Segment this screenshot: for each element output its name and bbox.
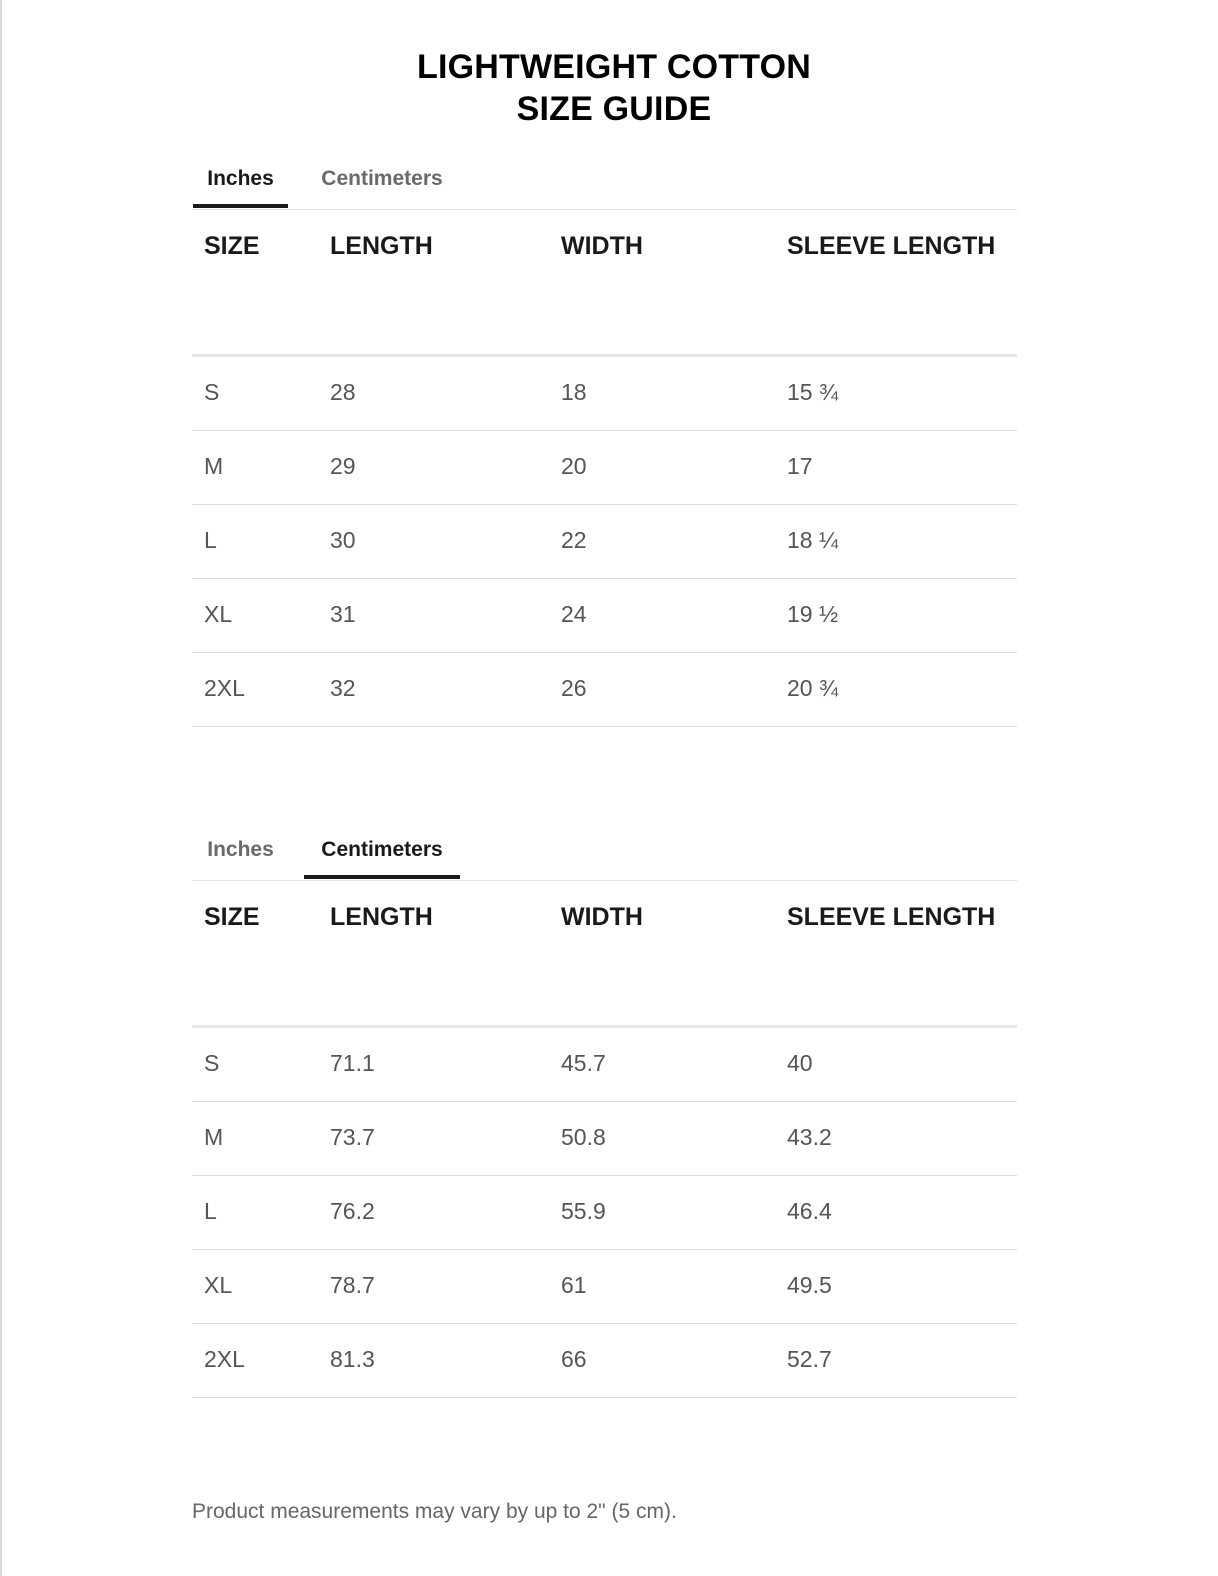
cell-length: 28 <box>330 379 356 405</box>
cell-sleeve-length: 46.4 <box>787 1198 832 1224</box>
table-row <box>192 1176 1017 1250</box>
cell-size: L <box>204 1198 217 1224</box>
cell-length: 81.3 <box>330 1346 375 1372</box>
table-row <box>192 579 1017 653</box>
cell-size: XL <box>204 601 233 627</box>
cell-width: 61 <box>561 1272 587 1298</box>
cell-length: 32 <box>330 675 356 701</box>
table-row <box>192 1324 1017 1398</box>
cell-size: S <box>204 1050 220 1076</box>
cell-size: L <box>204 527 217 553</box>
title-line-2: SIZE GUIDE <box>516 90 712 128</box>
cell-width: 20 <box>561 453 587 479</box>
cell-sleeve-length: 19 ½ <box>787 601 839 627</box>
cell-size: 2XL <box>204 1346 245 1372</box>
cell-width: 55.9 <box>561 1198 606 1224</box>
cell-length: 71.1 <box>330 1050 375 1076</box>
cell-width: 66 <box>561 1346 587 1372</box>
cell-sleeve-length: 20 ¾ <box>787 675 839 701</box>
measurement-footnote: Product measurements may vary by up to 2" (5 cm). <box>192 1500 677 1523</box>
cell-size: S <box>204 379 220 405</box>
page-title <box>0 46 1218 130</box>
table-header <box>192 881 1017 1028</box>
cell-sleeve-length: 52.7 <box>787 1346 832 1372</box>
cell-size: M <box>204 453 224 479</box>
table-row <box>192 431 1017 505</box>
header-sleeve-length: SLEEVE LENGTH <box>787 903 996 931</box>
table-row <box>192 653 1017 727</box>
header-length: LENGTH <box>330 903 433 931</box>
cell-width: 45.7 <box>561 1050 606 1076</box>
cell-sleeve-length: 17 <box>787 453 813 479</box>
tab-inches[interactable]: Inches <box>193 162 288 208</box>
cell-width: 18 <box>561 379 587 405</box>
table-row <box>192 1102 1017 1176</box>
unit-tabs <box>192 162 1017 210</box>
table-row <box>192 1250 1017 1324</box>
cell-sleeve-length: 49.5 <box>787 1272 832 1298</box>
table-row <box>192 1028 1017 1102</box>
centimeters-size-table <box>192 833 1017 1398</box>
cell-width: 26 <box>561 675 587 701</box>
cell-sleeve-length: 40 <box>787 1050 813 1076</box>
tab-centimeters[interactable]: Centimeters <box>304 833 460 879</box>
cell-length: 31 <box>330 601 356 627</box>
tab-centimeters[interactable]: Centimeters <box>321 167 443 190</box>
cell-size: 2XL <box>204 675 245 701</box>
table-header <box>192 210 1017 357</box>
cell-width: 50.8 <box>561 1124 606 1150</box>
unit-tabs <box>192 833 1017 881</box>
cell-length: 30 <box>330 527 356 553</box>
header-width: WIDTH <box>561 232 643 260</box>
cell-length: 76.2 <box>330 1198 375 1224</box>
cell-length: 73.7 <box>330 1124 375 1150</box>
cell-width: 22 <box>561 527 587 553</box>
cell-size: M <box>204 1124 224 1150</box>
left-border <box>0 0 2 1576</box>
cell-length: 29 <box>330 453 356 479</box>
header-sleeve-length: SLEEVE LENGTH <box>787 232 996 260</box>
header-size: SIZE <box>204 903 260 931</box>
header-size: SIZE <box>204 232 260 260</box>
header-length: LENGTH <box>330 232 433 260</box>
tab-inches[interactable]: Inches <box>207 838 274 861</box>
cell-size: XL <box>204 1272 233 1298</box>
inches-size-table <box>192 162 1017 727</box>
cell-sleeve-length: 18 ¼ <box>787 527 839 553</box>
header-width: WIDTH <box>561 903 643 931</box>
table-row <box>192 505 1017 579</box>
title-line-1: LIGHTWEIGHT COTTON <box>417 48 811 86</box>
cell-sleeve-length: 43.2 <box>787 1124 832 1150</box>
table-row <box>192 357 1017 431</box>
cell-width: 24 <box>561 601 587 627</box>
cell-sleeve-length: 15 ¾ <box>787 379 839 405</box>
cell-length: 78.7 <box>330 1272 375 1298</box>
